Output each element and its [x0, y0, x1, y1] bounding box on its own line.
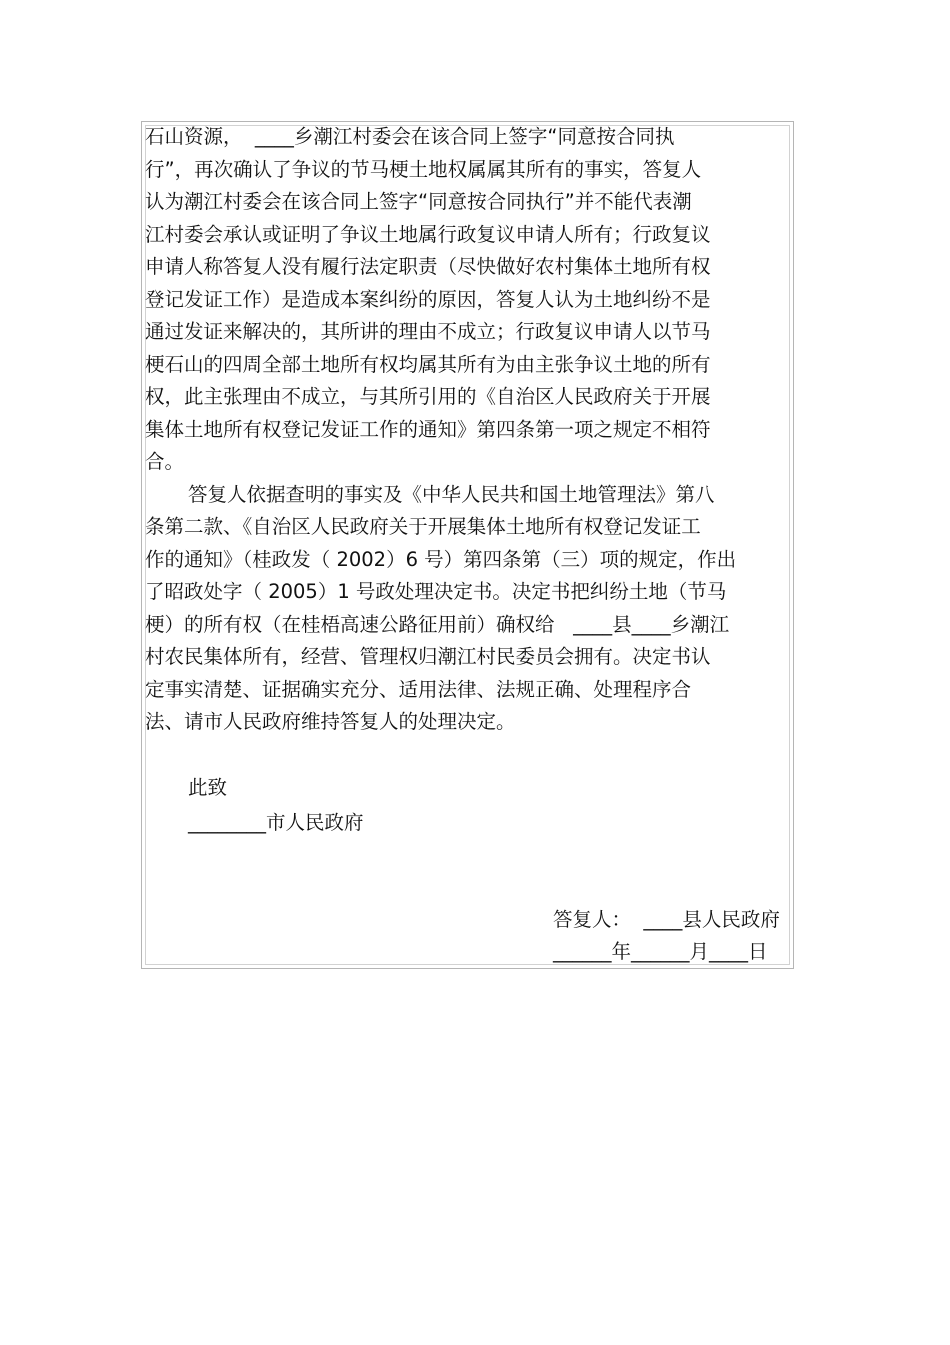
body-line-1: 石山资源， ____乡潮江村委会在该合同上签字“同意按合同执	[145, 125, 675, 148]
body-line-5: 申请人称答复人没有履行法定职责（尽快做好农村集体土地所有权	[145, 255, 711, 278]
paragraph2-line-6: 村农民集体所有，经营、管理权归潮江村民委员会拥有。决定书认	[145, 645, 711, 668]
addressee: ________市人民政府	[188, 811, 364, 834]
paragraph2-line-4: 了昭政处字（ 2005）1 号政处理决定书。决定书把纠纷土地（节马	[145, 580, 727, 603]
body-line-8: 梗石山的四周全部土地所有权均属其所有为由主张争议土地的所有	[145, 353, 711, 376]
body-line-2: 行”，再次确认了争议的节马梗土地权属属其所有的事实，答复人	[145, 158, 702, 181]
paragraph2-line-1: 答复人依据查明的事实及《中华人民共和国土地管理法》第八	[188, 483, 715, 506]
body-line-7: 通过发证来解决的，其所讲的理由不成立；行政复议申请人以节马	[145, 320, 711, 343]
document-frame-inner	[145, 125, 790, 965]
paragraph2-line-3: 作的通知》（桂政发（ 2002）6 号）第四条第（三）项的规定，作出	[145, 548, 737, 571]
body-line-10: 集体土地所有权登记发证工作的通知》第四条第一项之规定不相符	[145, 418, 711, 441]
salutation: 此致	[188, 776, 228, 799]
paragraph2-line-2: 条第二款、《自治区人民政府关于开展集体土地所有权登记发证工	[145, 515, 701, 538]
body-line-9: 权，此主张理由不成立，与其所引用的《自治区人民政府关于开展	[145, 385, 711, 408]
respondent-signature: 答复人： ____县人民政府	[553, 908, 780, 931]
paragraph2-line-8: 法、请市人民政府维持答复人的处理决定。	[145, 710, 516, 733]
signature-date: ______年______月____日	[553, 940, 768, 963]
document-frame	[141, 121, 794, 969]
body-line-11: 合。	[145, 450, 185, 473]
paragraph2-line-7: 定事实清楚、证据确实充分、适用法律、法规正确、处理程序合	[145, 678, 692, 701]
body-line-3: 认为潮江村委会在该合同上签字“同意按合同执行”并不能代表潮	[145, 190, 692, 213]
body-line-6: 登记发证工作）是造成本案纠纷的原因，答复人认为土地纠纷不是	[145, 288, 711, 311]
paragraph2-line-5: 梗）的所有权（在桂梧高速公路征用前）确权给 ____县____乡潮江	[145, 613, 730, 636]
body-line-4: 江村委会承认或证明了争议土地属行政复议申请人所有；行政复议	[145, 223, 711, 246]
